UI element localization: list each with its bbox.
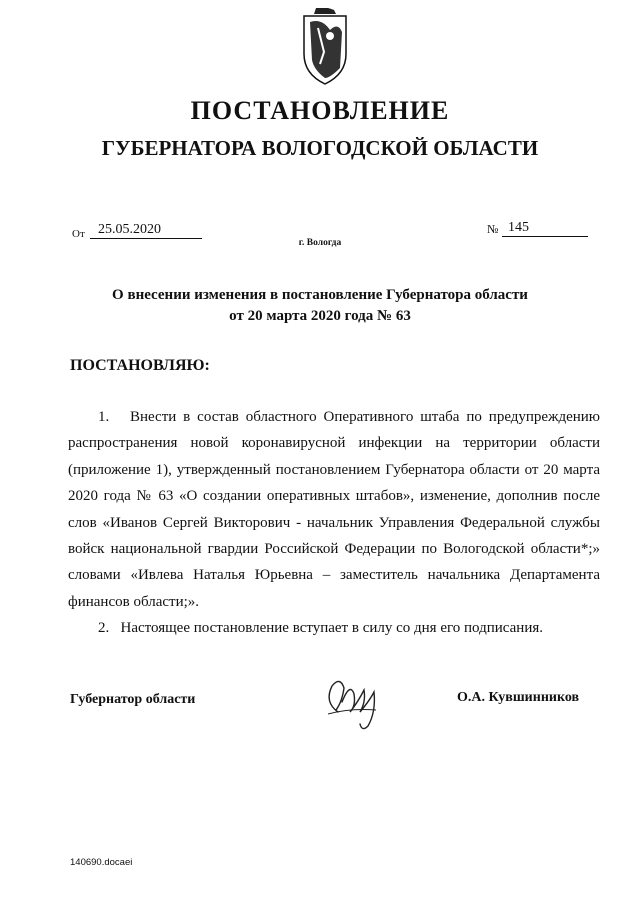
item-number: 1.	[98, 409, 110, 425]
document-subject	[0, 285, 640, 327]
subject-line-2: от 20 марта 2020 года № 63	[229, 308, 411, 324]
file-code: 140690.docaei	[70, 857, 133, 868]
document-title: ПОСТАНОВЛЕНИЕ	[190, 96, 450, 125]
item-text: Настоящее постановление вступает в силу со дня его подписания.	[120, 620, 544, 637]
subject-line-1: О внесении изменения в постановление Губернатора области	[112, 287, 528, 303]
item-number: 2.	[98, 620, 110, 637]
signer-name: О.А. Кувшинников	[457, 690, 580, 705]
handwritten-signature	[320, 672, 390, 732]
item-text: Внести в состав областного Оперативного штаба по предупреждению распространения новой коронавирусной инфекции на территории области (приложение 1), утвержденный постановлением Губернатора области от 20 марта 2020 года № 63 «О создании оперативных штабов», изменение, дополнив после слов «Иванов Сергей Викторович - начальник Управления Федеральной службы войск национальной гвардии Российской Федерации по Вологодской области*;» словами «Ивлева Наталья Юрьевна – заместитель начальника Департамента финансов области;».	[68, 409, 601, 610]
list-item	[68, 615, 600, 641]
document-subtitle: ГУБЕРНАТОРА ВОЛОГОДСКОЙ ОБЛАСТИ	[101, 136, 539, 160]
document-date: 25.05.2020	[90, 222, 202, 239]
decree-heading: ПОСТАНОВЛЯЮ:	[70, 357, 210, 374]
number-sign: №	[487, 222, 499, 236]
date-prefix: От	[72, 228, 85, 240]
document-body	[68, 404, 600, 642]
coat-of-arms-icon	[300, 8, 350, 88]
document-number: 145	[502, 220, 588, 237]
list-item	[68, 404, 600, 615]
signer-title: Губернатор области	[70, 692, 196, 707]
city-label: г. Вологда	[298, 238, 342, 248]
